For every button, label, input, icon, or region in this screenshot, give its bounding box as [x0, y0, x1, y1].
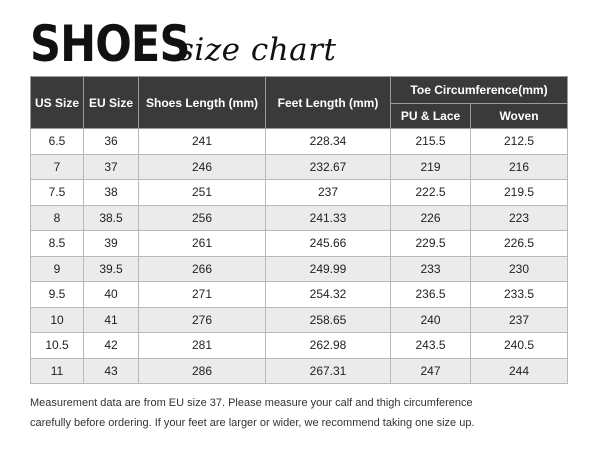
cell-eu-size: 36 [84, 129, 139, 155]
cell-eu-size: 43 [84, 358, 139, 384]
cell-us-size: 8 [31, 205, 84, 231]
cell-eu-size: 39.5 [84, 256, 139, 282]
cell-pu-lace: 226 [391, 205, 471, 231]
cell-us-size: 9.5 [31, 282, 84, 308]
cell-woven: 223 [471, 205, 568, 231]
cell-us-size: 9 [31, 256, 84, 282]
table-row [31, 180, 568, 206]
cell-feet-length: 262.98 [266, 333, 391, 359]
cell-woven: 216 [471, 154, 568, 180]
cell-pu-lace: 222.5 [391, 180, 471, 206]
size-chart-body [31, 129, 568, 384]
cell-shoes-length: 286 [139, 358, 266, 384]
cell-us-size: 7 [31, 154, 84, 180]
cell-woven: 237 [471, 307, 568, 333]
header-us-size: US Size [31, 77, 84, 129]
cell-us-size: 6.5 [31, 129, 84, 155]
cell-shoes-length: 241 [139, 129, 266, 155]
header-woven: Woven [471, 104, 568, 129]
table-row [31, 154, 568, 180]
cell-pu-lace: 215.5 [391, 129, 471, 155]
header-pu-lace: PU & Lace [391, 104, 471, 129]
cell-pu-lace: 240 [391, 307, 471, 333]
cell-us-size: 7.5 [31, 180, 84, 206]
cell-pu-lace: 243.5 [391, 333, 471, 359]
cell-woven: 240.5 [471, 333, 568, 359]
cell-us-size: 10 [31, 307, 84, 333]
cell-pu-lace: 219 [391, 154, 471, 180]
table-row [31, 129, 568, 155]
cell-us-size: 8.5 [31, 231, 84, 257]
title-sub: size chart [178, 32, 337, 68]
size-chart-table [30, 76, 568, 384]
header-toe-circumference: Toe Circumference(mm) [391, 77, 568, 104]
cell-woven: 226.5 [471, 231, 568, 257]
header-shoes-length: Shoes Length (mm) [139, 77, 266, 129]
cell-shoes-length: 281 [139, 333, 266, 359]
header-feet-length: Feet Length (mm) [266, 77, 391, 129]
cell-pu-lace: 247 [391, 358, 471, 384]
cell-woven: 219.5 [471, 180, 568, 206]
cell-shoes-length: 276 [139, 307, 266, 333]
table-row [31, 358, 568, 384]
cell-eu-size: 41 [84, 307, 139, 333]
cell-shoes-length: 266 [139, 256, 266, 282]
cell-eu-size: 40 [84, 282, 139, 308]
cell-feet-length: 245.66 [266, 231, 391, 257]
cell-eu-size: 39 [84, 231, 139, 257]
title-main: SHOES [30, 15, 190, 73]
cell-shoes-length: 261 [139, 231, 266, 257]
cell-feet-length: 249.99 [266, 256, 391, 282]
table-row [31, 231, 568, 257]
measurement-note [30, 393, 575, 433]
cell-shoes-length: 256 [139, 205, 266, 231]
cell-eu-size: 38.5 [84, 205, 139, 231]
cell-feet-length: 241.33 [266, 205, 391, 231]
cell-shoes-length: 271 [139, 282, 266, 308]
cell-shoes-length: 251 [139, 180, 266, 206]
cell-feet-length: 228.34 [266, 129, 391, 155]
cell-woven: 230 [471, 256, 568, 282]
header-eu-size: EU Size [84, 77, 139, 129]
cell-woven: 233.5 [471, 282, 568, 308]
cell-feet-length: 254.32 [266, 282, 391, 308]
table-row [31, 307, 568, 333]
cell-us-size: 10.5 [31, 333, 84, 359]
cell-feet-length: 232.67 [266, 154, 391, 180]
note-line-1: Measurement data are from EU size 37. Please measure your calf and thigh circumference [30, 397, 473, 409]
cell-feet-length: 267.31 [266, 358, 391, 384]
cell-shoes-length: 246 [139, 154, 266, 180]
cell-pu-lace: 236.5 [391, 282, 471, 308]
table-row [31, 282, 568, 308]
cell-woven: 244 [471, 358, 568, 384]
table-row [31, 256, 568, 282]
cell-feet-length: 258.65 [266, 307, 391, 333]
cell-woven: 212.5 [471, 129, 568, 155]
cell-eu-size: 38 [84, 180, 139, 206]
table-row [31, 205, 568, 231]
table-row [31, 333, 568, 359]
cell-us-size: 11 [31, 358, 84, 384]
cell-pu-lace: 233 [391, 256, 471, 282]
cell-eu-size: 37 [84, 154, 139, 180]
cell-pu-lace: 229.5 [391, 231, 471, 257]
cell-feet-length: 237 [266, 180, 391, 206]
note-line-2: carefully before ordering. If your feet are larger or wider, we recommend taking one size up. [30, 417, 475, 429]
cell-eu-size: 42 [84, 333, 139, 359]
